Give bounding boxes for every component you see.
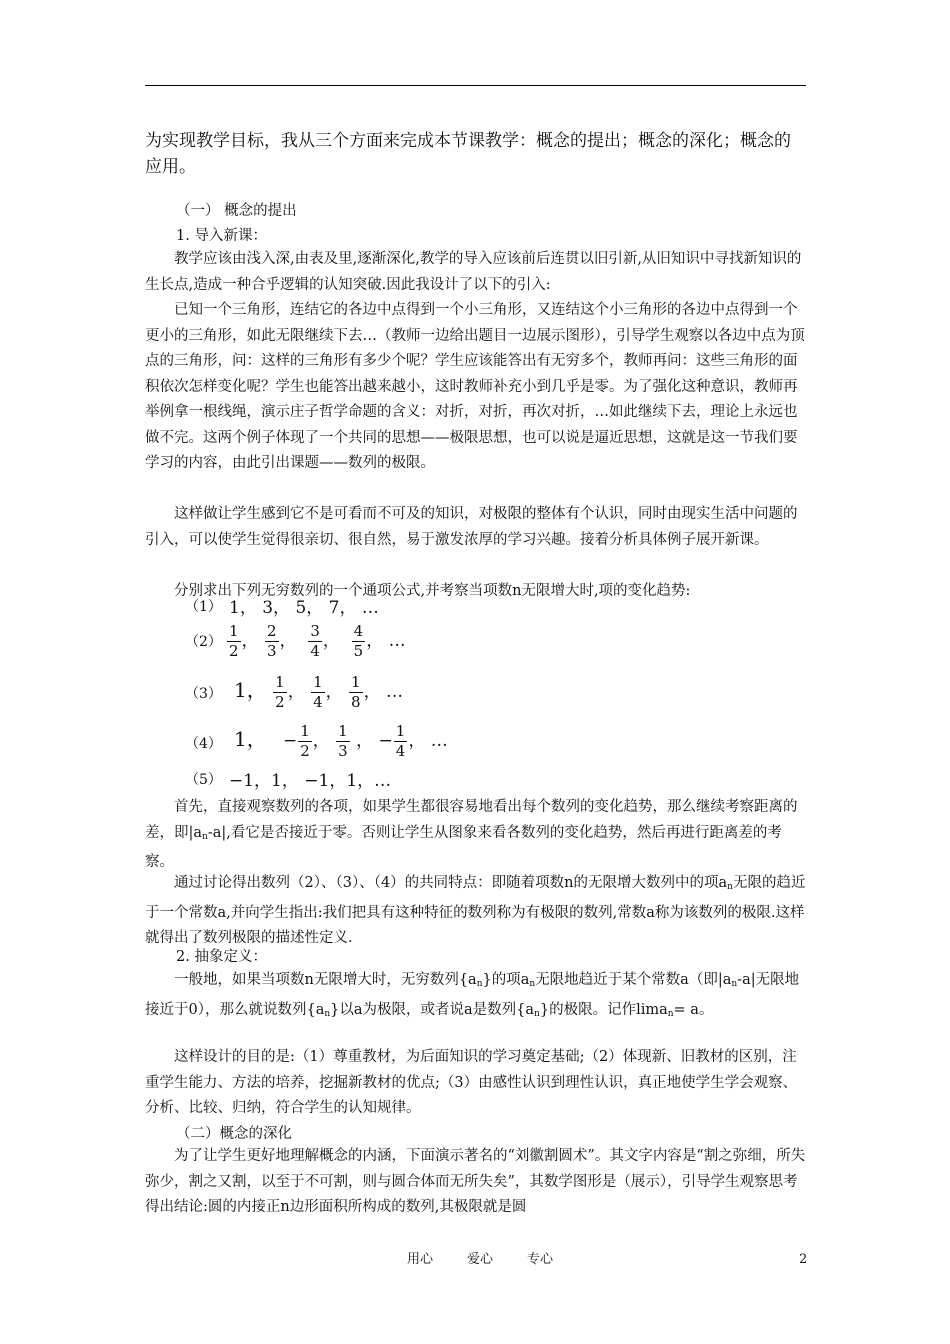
fraction-term: $\frac{1}{2}$ [229,622,239,660]
paragraph-liu-hui: 为了让学生更好地理解概念的内涵，下面演示著名的“刘徽割圆术”。其文字内容是“割之弥细，所失弥少，割之又割，以至于不可割，则与圆合体而无所失矣”，其数学图形是（展示），引导学生观察思考得出结论:圆的内接正n边形面积所构成的数列,其极限就是圆 [145,1148,806,1215]
subsection-heading-new-lesson: 1. 导入新课： [176,228,267,244]
sequence-label-3: （3） [185,686,222,702]
paragraph-common-feature: 通过讨论得出数列（2）、（3）、（4）的共同特点：即随着项数n的无限增大数列中的项$a_n$无限的趋近于一个常数a,并向学生指出:我们把具有这种特征的数列称为有极限的数列,常数a称为该数列的极限.这样就得出了数列极限的描述性定义. [145,875,806,946]
subsection-heading-abstract-definition: 2. 抽象定义： [176,949,267,965]
header-rule [145,85,806,86]
page-number: 2 [799,1252,808,1267]
paragraph-sequence-task: 分别求出下列无穷数列的一个通项公式,并考察当项数n无限增大时,项的变化趋势: [174,583,691,599]
paragraph-student-interest: 这样做让学生感到它不是可看而不可及的知识，对极限的整体有个认识，同时由现实生活中问题的引入，可以使学生觉得很亲切、很自然，易于激发浓厚的学习兴趣。接着分析具体例子展开新课。 [145,506,798,548]
fraction-term: $\frac{2}{3}$ [266,622,277,660]
paragraph-limit-definition: 一般地，如果当项数n无限增大时，无穷数列$\{a_n\}$的项$a_n$无限地趋近于某个常数a（即$|a_n-a|$无限地接近于0），那么就说数列$\{a_n\}$以a为极限，或者说a是数列$\{a_n\}$的极限。记作lima$_n$= a。 [145,972,800,1019]
sequence-1-terms: 1， 3， 5， 7， … [229,598,379,618]
sequence-label-2: （2） [185,634,222,650]
paragraph-teaching-approach: 教学应该由浅入深,由表及里,逐渐深化,教学的导入应该前后连贯以旧引新,从旧知识中寻找新知识的生长点,造成一种合乎逻辑的认知突破.因此我设计了以下的引入: [145,251,802,293]
paragraph-triangle-example: 已知一个三角形，连结它的各边中点得到一个小三角形，又连结这个小三角形的各边中点得到一个更小的三角形，如此无限继续下去…（教师一边给出题目一边展示图形），引导学生观察以各边中点为顶点的三角形，问：这样的三角形有多少个呢？学生应该能答出有无穷多个，教师再问：这些三角形的面积依次怎样变化呢？学生也能答出越来越小，这时教师补充小到几乎是零。为了强化这种意识，教师再举例拿一根线绳，演示庄子哲学命题的含义：对折，对折，再次对折，…如此继续下去，理论上永远也做不完。这两个例子体现了一个共同的思想——极限思想，也可以说是逼近思想，这就是这一节我们要学习的内容，由此引出课题——数列的极限。 [145,302,805,471]
sequence-2-terms: $\frac{1}{2}$ ， $\frac{2}{3}$ ， $\frac{3}{4}$ ， $\frac{4}{5}$ ， … [229,622,406,660]
fraction-term: $\frac{1}{2}$ [275,673,285,711]
footer-motto [407,1251,553,1269]
sequence-label-4: （4） [185,736,222,752]
fraction-term: $\frac{1}{4}$ [395,722,406,760]
footer-motto-item: 专心 [527,1252,554,1267]
sequence-3-terms: 1， $\frac{1}{2}$ ， $\frac{1}{4}$ ， $\frac{1}{8}$ ， … [234,673,403,711]
fraction-term: $\frac{1}{3}$ [338,722,348,760]
sequence-5-terms: −1，1， −1，1，… [229,771,392,791]
fraction-term: $\frac{3}{4}$ [310,622,320,660]
sequence-label-1: （1） [185,599,222,615]
sequence-label-5: （5） [185,772,222,788]
fraction-term: $\frac{1}{2}$ [300,722,310,760]
intro-paragraph: 为实现教学目标，我从三个方面来完成本节课教学：概念的提出；概念的深化；概念的应用。 [145,131,791,177]
fraction-term: $\frac{1}{8}$ [351,673,361,711]
fraction-term: $\frac{1}{4}$ [313,673,323,711]
paragraph-design-purpose: 这样设计的目的是:（1）尊重教材，为后面知识的学习奠定基础;（2）体现新、旧教材的区别，注重学生能力、方法的培养，挖掘新教材的优点;（3）由感性认识到理性认识，真正地使学生学会观察、分析、比较、归纳，符合学生的认知规律。 [145,1049,798,1116]
fraction-term: $\frac{4}{5}$ [353,622,364,660]
section-heading-concept-proposal: （一） 概念的提出 [176,203,297,219]
footer-motto-item: 爱心 [467,1252,494,1267]
paragraph-observe-distance: 首先，直接观察数列的各项，如果学生都很容易地看出每个数列的变化趋势，那么继续考察距离的差，即$|a_n-a|$,看它是否接近于零。否则让学生从图象来看各数列的变化趋势，然后再进行距离差的考察。 [145,799,798,870]
sequence-4-terms: 1， − $\frac{1}{2}$ ， $\frac{1}{3}$ ， − $\frac{1}{4}$ ， … [234,722,448,760]
footer-motto-item: 用心 [407,1252,434,1267]
section-heading-concept-deepening: （二）概念的深化 [176,1126,292,1142]
